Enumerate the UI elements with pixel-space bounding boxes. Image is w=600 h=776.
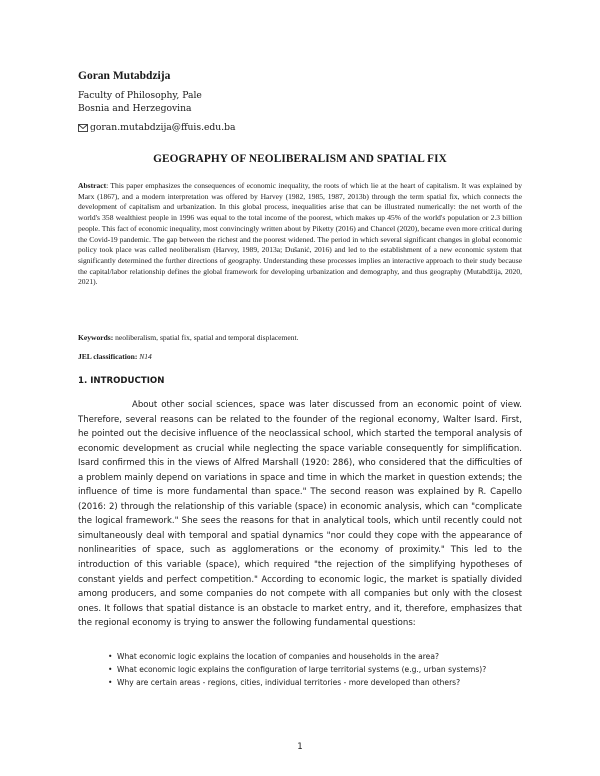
list-item: • Why are certain areas - regions, cities, individual territories - more developed than others? — [108, 676, 528, 689]
list-item: • What economic logic explains the configuration of large territorial systems (e.g., urban systems)? — [108, 663, 528, 676]
intro-paragraph: About other social sciences, space was later discussed from an economic point of view. Therefore, several reasons can be related to the founder of the regional economy, Walter Isard. First, he pointed out the decisive influence of the neoclassical school, which started the temporal analysis of economic development as crucial while neglecting the space variable consequently for simplification. Isard confirmed this in the views of Alfred Marshall (1920: 286), who considered that the difficulties of a problem mainly depend on variations in space and time in which the market in question extends; the influence of time is more fundamental than space." The second reason was explained by R. Capello (2016: 2) through the relationship of this variable (space) in economic analysis, which can "complicate the logical framework." She sees the reasons for that in analytical tools, which until recently could not simultaneously deal with temporal and spatial dynamics "nor could they cope with the appearance of nonlinearities of space, such as agglomerations or the economy of proximity." This led to the introduction of this variable (space), which required "the rejection of the simplifying hypotheses of constant yields and perfect competition." According to economic logic, the market is spatially divided among producers, and some companies do not compete with all companies but only with the closest ones. It follows that spatial distance is an obstacle to market entry, and it, therefore, emphasizes that the regional economy is trying to answer the following fundamental questions: — [78, 400, 522, 629]
paper-title: GEOGRAPHY OF NEOLIBERALISM AND SPATIAL FIX — [153, 153, 447, 165]
author-block — [78, 70, 378, 134]
jel-label: JEL classification: — [78, 352, 138, 361]
question-list — [108, 650, 528, 689]
page-number: 1 — [297, 742, 303, 752]
list-item: • What economic logic explains the location of companies and households in the area? — [108, 650, 528, 663]
abstract-text: : This paper emphasizes the consequences of economic inequality, the roots of which lie at the heart of capitalism. It was explained by Marx (1867), and a modern interpretation was offered by Harvey (1982, 1985, 1987, 2013b) through the term spatial fix, which connects the development of capitalism and urbanization. In this global process, inequalities arise that can be illustrated numerically: the net worth of the world's 358 wealthiest people in 1996 was equal to the total income of the poorest, which makes up 45% of the world's population or 2.3 billion people. This fact of economic inequality, most convincingly written about by Piketty (2016) and Chancel (2020), became even more critical during the Covid-19 pandemic. The gap between the richest and the poorest widened. The period in which several significant changes in global economic policy took place was called neoliberalism (Harvey, 1989, 2013a; Dušanić, 2016) and led to the establishment of a new economic system that significantly determined the further directions of geography. Understanding these processes implies an interactive approach to their study because the capital/labor relationship defines the global framework for developing urbanization and demography, and thus geography (Mutabdžija, 2020, 2021). — [78, 181, 522, 287]
author-email[interactable]: goran.mutabdzija@ffuis.edu.ba — [90, 122, 236, 133]
abstract-label: Abstract — [78, 181, 107, 190]
jel-classification — [78, 352, 522, 361]
keywords-label: Keywords: — [78, 333, 114, 342]
keywords-text: neoliberalism, spatial fix, spatial and temporal displacement. — [113, 333, 299, 342]
author-name: Goran Mutabdzija — [78, 70, 171, 82]
envelope-icon — [78, 124, 88, 132]
section-heading: 1. INTRODUCTION — [78, 376, 165, 386]
keywords — [78, 333, 522, 342]
jel-value: N14 — [139, 352, 152, 361]
affiliation-line-2: Bosnia and Herzegovina — [78, 102, 192, 114]
affiliation-line-1: Faculty of Philosophy, Pale — [78, 90, 202, 101]
email-row — [78, 122, 378, 134]
abstract — [78, 181, 522, 288]
